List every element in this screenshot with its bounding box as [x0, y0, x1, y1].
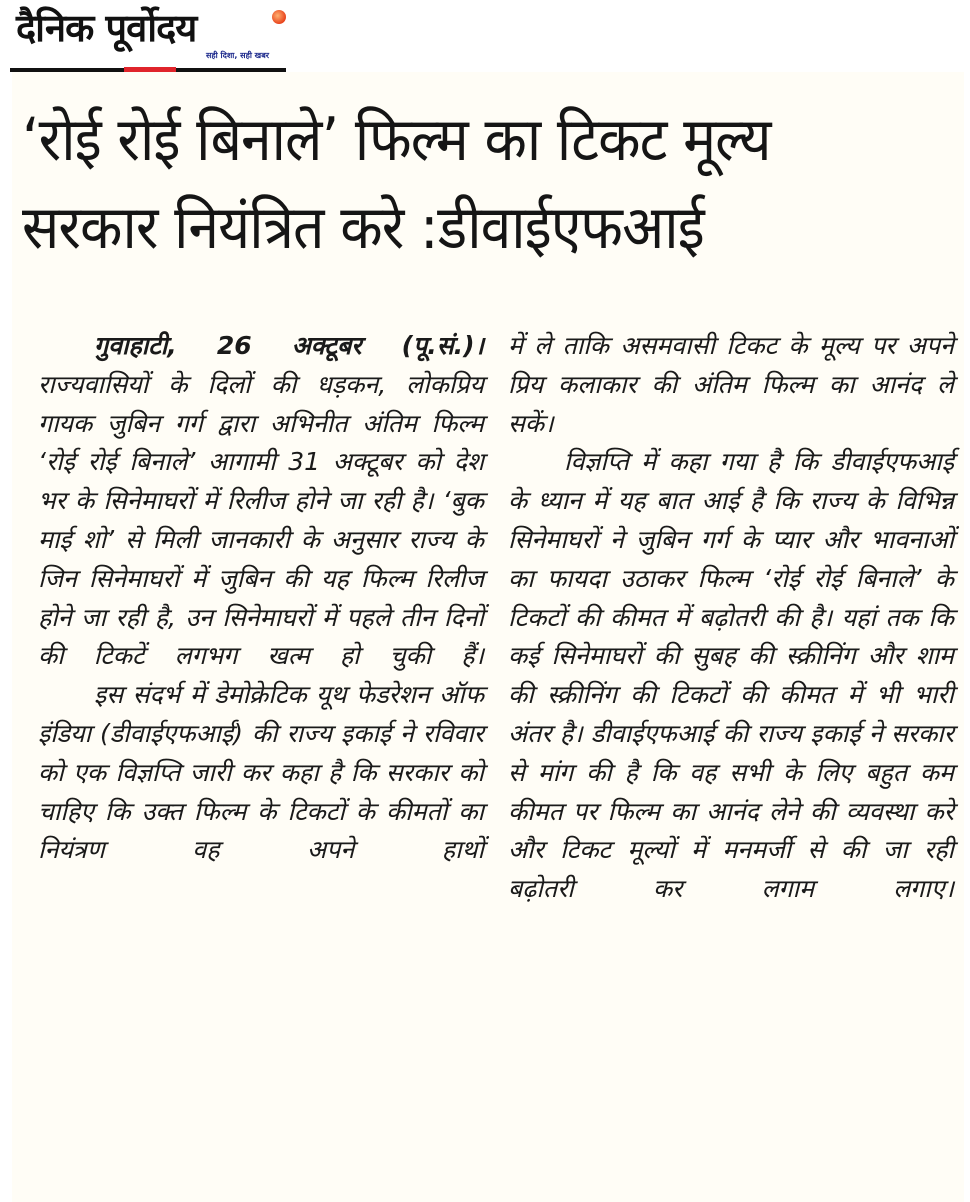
- article-headline: [22, 96, 878, 272]
- sun-dot-icon: [272, 10, 286, 24]
- masthead: [10, 0, 286, 72]
- news-article: [12, 72, 964, 1202]
- article-paragraph: इस संदर्भ में डेमोक्रेटिक यूथ फेडरेशन ऑफ इंडिया (डीवाईएफआई) की राज्य इकाई ने रविवार को एक विज्ञप्ति जारी कर कहा है कि सरकार को चाहिए कि उक्त फिल्म के टिकटों के कीमतों का नियंत्रण वह अपने हाथों: [38, 680, 484, 865]
- article-paragraph: में ले ताकि असमवासी टिकट के मूल्य पर अपने प्रिय कलाकार की अंतिम फिल्म का आनंद ले सकें।: [508, 331, 954, 438]
- article-paragraph: [38, 327, 484, 676]
- article-column-right: [508, 327, 954, 909]
- article-column-left: [38, 327, 484, 870]
- masthead-tagline: सही दिशा, सही खबर: [206, 51, 270, 60]
- article-dateline: गुवाहाटी, 26 अक्टूबर (पू.सं.)।: [94, 331, 484, 360]
- paragraph-text: राज्यवासियों के दिलों की धड़कन, लोकप्रिय गायक जुबिन गर्ग द्वारा अभिनीत अंतिम फिल्म ‘रोई रोई बिनाले’ आगामी 31 अक्टूबर को देश भर के सिनेमाघरों में रिलीज होने जा रही है। ‘बुक माई शो’ से मिली जानकारी के अनुसार राज्य के जिन सिनेमाघरों में जुबिन की यह फिल्म रिलीज होने जा रही है, उन सिनेमाघरों में पहले तीन दिनों की टिकटें लगभग खत्म हो चुकी हैं।: [38, 369, 484, 671]
- article-paragraph: विज्ञप्ति में कहा गया है कि डीवाईएफआई के ध्यान में यह बात आई है कि राज्य के विभिन्न सिनेमाघरों ने जुबिन गर्ग के प्यार और भावनाओं का फायदा उठाकर फिल्म ‘रोई रोई बिनाले’ के टिकटों की कीमत में बढ़ोतरी की है। यहां तक कि कई सिनेमाघरों की सुबह की स्क्रीनिंग और शाम की स्क्रीनिंग की टिकटों की कीमत में भी भारी अंतर है। डीवाईएफआई की राज्य इकाई ने सरकार से मांग की है कि वह सभी के लिए बहुत कम कीमत पर फिल्म का आनंद लेने की व्यवस्था करे और टिकट मूल्यों में मनमर्जी से की जा रही बढ़ोतरी कर लगाम लगाए।: [508, 447, 954, 904]
- headline-line-2: सरकार नियंत्रित करे :डीवाईएफआई: [22, 193, 704, 263]
- newspaper-logo: दैनिक पूर्वोदय: [16, 6, 197, 50]
- headline-line-1: ‘रोई रोई बिनाले’ फिल्म का टिकट मूल्य: [22, 105, 771, 175]
